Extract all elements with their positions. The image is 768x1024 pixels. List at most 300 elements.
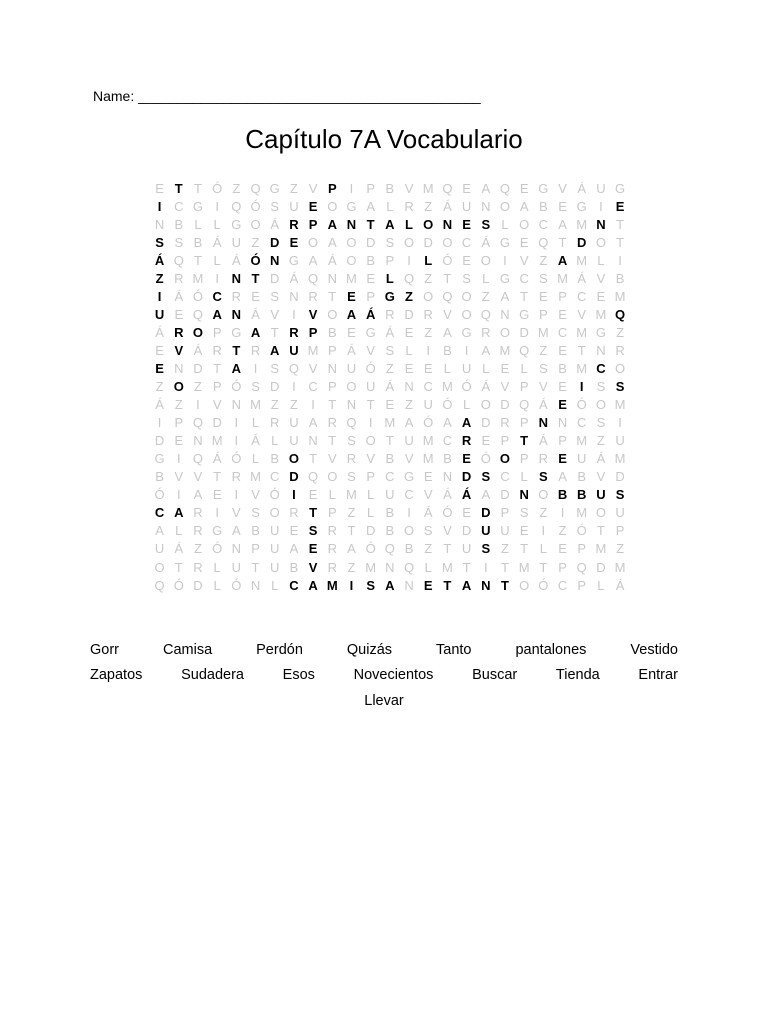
grid-letter: Q [192, 306, 204, 322]
word-bank-item: Perdón [256, 641, 303, 658]
grid-letter: V [212, 397, 222, 413]
grid-letter: O [538, 487, 549, 503]
grid-letter: Á [481, 234, 491, 250]
grid-letter: I [618, 415, 622, 431]
grid-letter: U [270, 523, 280, 539]
grid-letter: G [192, 198, 204, 214]
grid-letter: N [250, 577, 261, 593]
grid-letter: L [328, 487, 336, 503]
grid-letter: N [154, 216, 165, 232]
grid-letter: E [519, 523, 529, 539]
grid-letter: M [192, 270, 204, 286]
grid-letter: C [404, 487, 414, 503]
grid-letter: Á [577, 270, 587, 286]
grid-letter: P [327, 342, 337, 358]
grid-letter: Q [499, 180, 511, 196]
grid-letter: G [461, 324, 472, 340]
grid-letter: A [270, 342, 280, 358]
grid-letter: P [327, 180, 337, 196]
grid-letter: Á [577, 180, 587, 196]
grid-letter: Z [405, 397, 413, 413]
grid-letter: P [558, 559, 567, 575]
grid-letter: L [405, 342, 413, 358]
grid-letter: E [366, 270, 375, 286]
grid-letter: A [366, 198, 375, 214]
grid-letter: Á [270, 216, 280, 232]
grid-letter: B [539, 198, 548, 214]
grid-letter: Q [288, 360, 299, 376]
grid-letter: Ó [538, 577, 549, 593]
grid-letter: V [308, 306, 318, 322]
grid-letter: P [500, 505, 510, 521]
grid-letter: Ó [576, 397, 587, 413]
grid-letter: I [176, 487, 181, 503]
grid-letter: Ó [250, 252, 261, 268]
grid-letter: Ó [442, 397, 453, 413]
grid-letter: E [155, 342, 164, 358]
grid-letter: E [155, 360, 164, 376]
grid-letter: P [212, 324, 222, 340]
grid-letter: T [596, 523, 605, 539]
word-bank-item: Tienda [555, 667, 600, 684]
grid-letter: G [231, 324, 242, 340]
grid-letter: T [366, 397, 375, 413]
grid-letter: Á [615, 577, 625, 593]
grid-letter: Z [539, 505, 548, 521]
grid-letter: M [576, 252, 588, 268]
word-bank-item: Novecientos [353, 667, 434, 684]
grid-letter: P [366, 180, 375, 196]
grid-letter: M [499, 342, 511, 358]
grid-letter: Ó [576, 523, 587, 539]
grid-letter: B [155, 469, 164, 485]
grid-letter: N [442, 469, 453, 485]
grid-letter: Ó [231, 379, 242, 395]
grid-letter: S [347, 433, 356, 449]
grid-letter: P [539, 306, 548, 322]
grid-letter: T [328, 397, 337, 413]
grid-letter: V [174, 469, 184, 485]
grid-letter: U [270, 559, 280, 575]
grid-letter: Q [384, 541, 395, 557]
grid-letter: E [347, 324, 356, 340]
grid-letter: C [500, 469, 510, 485]
grid-letter: L [367, 487, 375, 503]
grid-letter: A [308, 415, 318, 431]
grid-letter: B [577, 487, 587, 503]
grid-letter: R [289, 216, 299, 232]
grid-letter: M [346, 270, 357, 286]
grid-letter: G [384, 288, 395, 304]
grid-letter: V [193, 469, 203, 485]
grid-letter: P [174, 415, 184, 431]
grid-letter: N [538, 415, 549, 431]
grid-letter: M [595, 306, 607, 322]
grid-letter: S [270, 198, 280, 214]
grid-letter: P [385, 252, 395, 268]
grid-letter: E [385, 397, 395, 413]
grid-letter: A [327, 216, 337, 232]
grid-letter: G [499, 270, 511, 286]
grid-letter: L [520, 469, 528, 485]
grid-letter: I [196, 397, 200, 413]
grid-letter: R [270, 415, 280, 431]
grid-letter: I [234, 433, 239, 449]
grid-letter: N [231, 541, 242, 557]
grid-letter: O [154, 559, 165, 575]
grid-letter: R [500, 415, 510, 431]
grid-letter: N [289, 288, 299, 304]
grid-letter: N [231, 397, 242, 413]
grid-letter: V [232, 505, 241, 521]
word-bank-row [90, 637, 678, 663]
grid-letter: E [212, 487, 222, 503]
grid-letter: M [576, 216, 588, 232]
grid-letter: O [346, 379, 357, 395]
grid-letter: A [519, 198, 529, 214]
grid-letter: G [538, 180, 549, 196]
grid-letter: R [538, 451, 549, 467]
grid-letter: N [231, 306, 242, 322]
grid-letter: Z [596, 433, 605, 449]
grid-letter: I [215, 505, 219, 521]
grid-letter: A [308, 252, 318, 268]
grid-letter: U [615, 433, 625, 449]
grid-letter: E [423, 360, 433, 376]
grid-letter: D [193, 577, 203, 593]
grid-letter: B [385, 523, 395, 539]
grid-letter: G [269, 180, 280, 196]
grid-letter: Q [346, 415, 357, 431]
grid-letter: Z [289, 397, 298, 413]
grid-letter: I [234, 487, 239, 503]
grid-letter: Ó [442, 252, 453, 268]
grid-letter: Á [212, 451, 222, 467]
grid-letter: L [213, 577, 221, 593]
grid-letter: E [462, 216, 471, 232]
grid-letter: T [443, 270, 452, 286]
grid-letter: L [405, 216, 413, 232]
grid-letter: Q [403, 270, 415, 286]
grid-letter: B [385, 451, 395, 467]
grid-letter: L [462, 397, 471, 413]
grid-letter: O [442, 234, 453, 250]
grid-letter: P [519, 415, 529, 431]
grid-letter: S [539, 469, 548, 485]
grid-letter: U [289, 415, 299, 431]
grid-letter: M [576, 324, 588, 340]
grid-letter: D [596, 559, 606, 575]
grid-letter: Á [193, 342, 203, 358]
grid-letter: P [251, 541, 260, 557]
word-bank-item: Sudadera [181, 667, 244, 684]
grid-letter: A [481, 487, 491, 503]
grid-letter: A [558, 469, 567, 485]
grid-letter: T [270, 324, 279, 340]
grid-letter: O [499, 451, 511, 467]
grid-letter: O [403, 234, 415, 250]
grid-letter: M [384, 415, 396, 431]
grid-letter: D [270, 234, 280, 250]
grid-letter: G [231, 216, 242, 232]
grid-letter: V [443, 306, 452, 322]
grid-letter: N [481, 198, 491, 214]
grid-letter: N [308, 433, 318, 449]
grid-letter: I [426, 342, 431, 358]
grid-letter: G [212, 523, 223, 539]
grid-letter: C [385, 469, 395, 485]
grid-letter: T [193, 180, 202, 196]
grid-letter: E [251, 288, 260, 304]
grid-letter: Ó [154, 487, 165, 503]
grid-letter: P [558, 288, 567, 304]
grid-letter: Z [289, 180, 298, 196]
grid-letter: B [366, 252, 375, 268]
grid-letter: T [558, 234, 567, 250]
grid-letter: V [404, 451, 414, 467]
grid-letter: P [577, 577, 587, 593]
grid-letter: O [327, 306, 338, 322]
grid-letter: T [520, 433, 529, 449]
grid-letter: E [404, 324, 414, 340]
grid-letter: E [481, 433, 491, 449]
grid-letter: Z [616, 541, 625, 557]
grid-letter: C [308, 379, 318, 395]
grid-letter: L [213, 216, 221, 232]
grid-letter: L [213, 559, 221, 575]
grid-letter: Z [558, 523, 567, 539]
grid-letter: Á [443, 198, 452, 214]
grid-letter: P [519, 379, 529, 395]
grid-letter: N [385, 559, 395, 575]
grid-letter: Ó [365, 541, 376, 557]
grid-letter: R [193, 523, 203, 539]
grid-letter: T [213, 469, 222, 485]
grid-letter: P [308, 324, 318, 340]
grid-letter: Ó [231, 451, 242, 467]
grid-letter: L [251, 451, 260, 467]
grid-letter: Z [424, 270, 433, 286]
grid-letter: A [347, 541, 356, 557]
grid-letter: Q [231, 198, 242, 214]
grid-letter: T [577, 342, 586, 358]
grid-letter: E [558, 451, 567, 467]
grid-letter: C [557, 577, 568, 593]
grid-letter: L [501, 216, 509, 232]
grid-letter: T [385, 433, 394, 449]
grid-letter: L [597, 577, 605, 593]
grid-letter: A [461, 415, 472, 431]
grid-letter: D [289, 469, 299, 485]
grid-letter: C [154, 505, 165, 521]
grid-letter: D [519, 324, 529, 340]
grid-letter: I [292, 487, 296, 503]
grid-letter: Q [480, 306, 491, 322]
grid-letter: O [519, 216, 530, 232]
grid-letter: I [157, 288, 162, 304]
grid-letter: P [500, 433, 510, 449]
grid-letter: N [231, 270, 242, 286]
grid-letter: M [422, 451, 434, 467]
grid-letter: O [192, 324, 204, 340]
grid-letter: S [519, 505, 529, 521]
grid-letter: U [154, 306, 165, 322]
grid-letter: Á [443, 487, 452, 503]
grid-letter: M [441, 559, 453, 575]
name-field-label: Name: ____________________________________________ [93, 88, 481, 104]
grid-letter: A [443, 415, 452, 431]
grid-letter: Q [250, 180, 261, 196]
grid-letter: V [577, 306, 587, 322]
word-bank-item: Llevar [364, 692, 404, 709]
grid-letter: D [615, 469, 625, 485]
grid-letter: A [232, 523, 241, 539]
grid-letter: U [404, 433, 414, 449]
grid-letter: Z [251, 234, 260, 250]
grid-letter: M [537, 324, 549, 340]
grid-letter: Z [424, 541, 433, 557]
grid-letter: Á [347, 342, 356, 358]
grid-letter: E [539, 288, 548, 304]
grid-letter: O [461, 306, 472, 322]
grid-letter: I [618, 252, 622, 268]
grid-letter: I [407, 505, 411, 521]
grid-letter: E [308, 487, 318, 503]
grid-letter: P [308, 216, 318, 232]
grid-letter: O [480, 397, 491, 413]
word-bank [90, 637, 678, 714]
grid-letter: V [596, 469, 606, 485]
grid-letter: E [462, 451, 471, 467]
grid-letter: R [327, 415, 337, 431]
grid-letter: Q [173, 252, 184, 268]
grid-letter: B [404, 541, 414, 557]
grid-letter: S [596, 379, 606, 395]
grid-letter: S [615, 487, 625, 503]
grid-letter: T [193, 252, 202, 268]
grid-letter: G [615, 180, 626, 196]
word-search-grid [150, 179, 630, 594]
grid-letter: V [539, 379, 548, 395]
grid-letter: B [270, 451, 280, 467]
grid-letter: I [349, 180, 354, 196]
grid-letter: P [366, 288, 375, 304]
grid-letter: A [557, 252, 568, 268]
grid-letter: T [616, 216, 625, 232]
grid-letter: D [154, 433, 165, 449]
grid-letter: N [557, 415, 568, 431]
grid-letter: E [289, 523, 299, 539]
grid-letter: N [174, 360, 184, 376]
grid-letter: B [443, 342, 452, 358]
grid-letter: I [157, 198, 162, 214]
grid-letter: A [155, 523, 164, 539]
grid-letter: B [385, 180, 395, 196]
grid-letter: R [423, 306, 433, 322]
grid-letter: T [328, 433, 337, 449]
grid-letter: Ó [250, 198, 261, 214]
grid-letter: S [481, 541, 491, 557]
grid-letter: I [407, 252, 411, 268]
grid-letter: B [615, 270, 625, 286]
grid-letter: Z [232, 180, 241, 196]
grid-letter: E [347, 288, 356, 304]
grid-letter: Q [615, 306, 626, 322]
grid-letter: Q [308, 270, 319, 286]
grid-letter: Q [192, 415, 204, 431]
grid-letter: S [596, 415, 606, 431]
grid-letter: I [464, 342, 469, 358]
grid-letter: S [366, 577, 375, 593]
grid-letter: B [558, 360, 567, 376]
grid-letter: U [289, 342, 299, 358]
grid-letter: M [326, 577, 338, 593]
grid-letter: O [327, 469, 338, 485]
grid-letter: U [461, 541, 472, 557]
grid-letter: Ó [269, 487, 280, 503]
grid-letter: T [309, 505, 318, 521]
grid-letter: Z [193, 379, 202, 395]
grid-letter: T [500, 559, 509, 575]
grid-letter: Z [270, 397, 279, 413]
grid-letter: U [423, 397, 433, 413]
grid-letter: A [461, 577, 472, 593]
grid-letter: T [462, 559, 471, 575]
grid-letter: I [579, 379, 584, 395]
grid-letter: E [519, 234, 529, 250]
grid-letter: D [461, 469, 472, 485]
grid-letter: Ó [192, 288, 204, 304]
grid-letter: E [308, 198, 318, 214]
grid-letter: Z [385, 360, 394, 376]
grid-letter: A [500, 288, 510, 304]
grid-letter: I [253, 360, 258, 376]
grid-letter: V [308, 180, 318, 196]
grid-letter: S [308, 523, 318, 539]
grid-letter: L [482, 360, 490, 376]
grid-letter: O [327, 198, 338, 214]
grid-letter: T [251, 270, 260, 286]
grid-letter: G [154, 451, 165, 467]
grid-letter: A [558, 216, 567, 232]
grid-letter: G [519, 306, 530, 322]
grid-letter: U [231, 559, 242, 575]
grid-letter: E [174, 433, 184, 449]
grid-letter: S [174, 234, 184, 250]
grid-letter: I [349, 577, 354, 593]
grid-letter: O [480, 252, 491, 268]
grid-letter: T [520, 288, 529, 304]
grid-letter: E [558, 342, 567, 358]
grid-letter: T [174, 559, 183, 575]
word-bank-item: Quizás [346, 641, 393, 658]
grid-letter: T [366, 216, 375, 232]
grid-letter: V [404, 180, 414, 196]
grid-letter: M [614, 288, 626, 304]
grid-letter: R [289, 324, 299, 340]
grid-letter: D [212, 415, 222, 431]
word-bank-item: Camisa [162, 641, 213, 658]
grid-letter: C [270, 469, 280, 485]
grid-letter: U [385, 487, 395, 503]
grid-letter: A [212, 306, 222, 322]
grid-letter: L [597, 252, 605, 268]
grid-letter: Q [154, 577, 165, 593]
grid-letter: R [231, 469, 242, 485]
grid-letter: P [577, 541, 587, 557]
grid-letter: E [423, 469, 433, 485]
grid-letter: O [250, 216, 261, 232]
